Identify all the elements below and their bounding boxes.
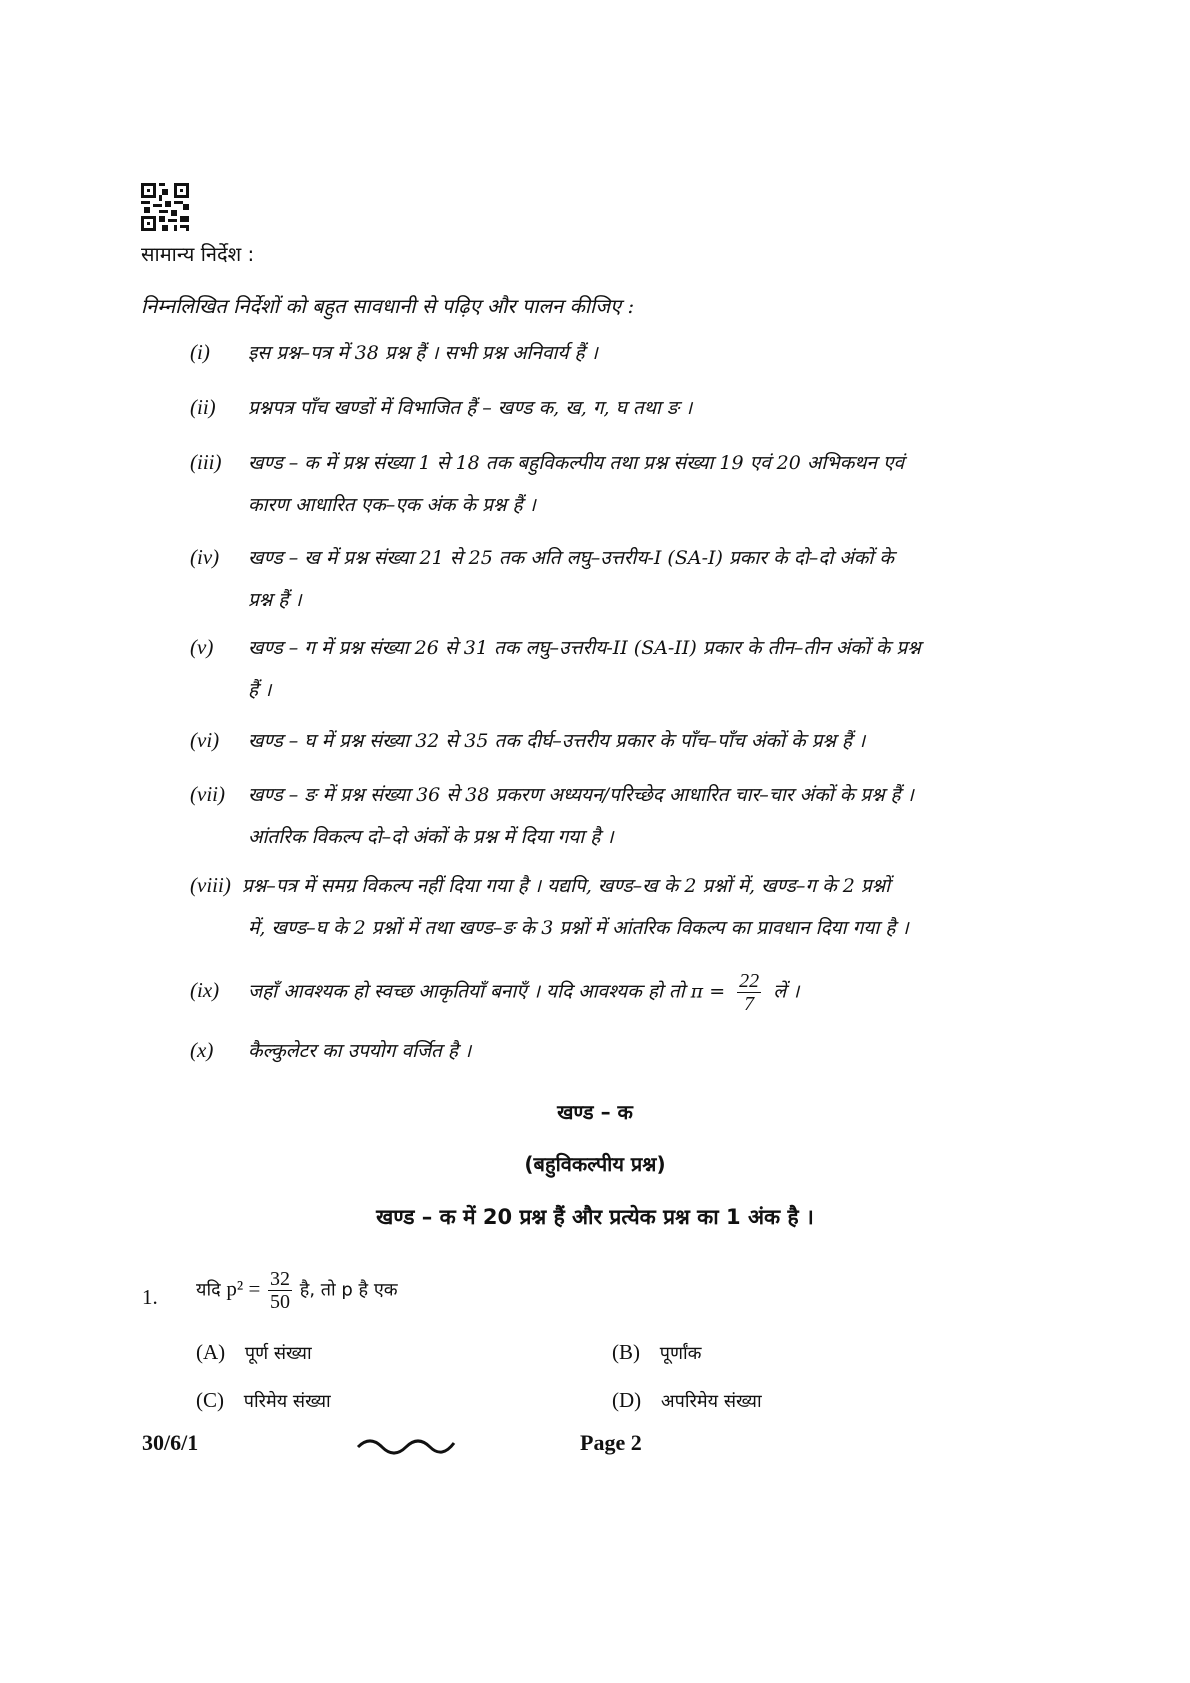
instruction-line: प्रश्नपत्र पाँच खण्डों में विभाजित हैं – खण्ड क, ख, ग, घ तथा ङ । (248, 397, 693, 419)
question-text (196, 1268, 398, 1313)
instruction-number: (ii) (190, 395, 216, 419)
instruction-line: प्रश्न–पत्र में समग्र विकल्प नहीं दिया गया है । यद्यपि, खण्ड–ख के 2 प्रश्नों में, खण्ड–ग के 2 प्रश्नों (242, 875, 891, 897)
instruction-number: (ix) (190, 978, 220, 1002)
instruction-line: खण्ड – ग में प्रश्न संख्या 26 से 31 तक लघु–उत्तरीय-II (SA-II) प्रकार के तीन–तीन अंकों के प्रश्न (248, 637, 921, 659)
instructions-intro: निम्नलिखित निर्देशों को बहुत सावधानी से पढ़िए और पालन कीजिए : (141, 294, 635, 318)
option-label: (D) (612, 1388, 642, 1412)
option-text: पूर्णांक (659, 1343, 702, 1364)
fraction-denominator: 50 (270, 1291, 291, 1313)
option-label: (A) (196, 1340, 226, 1364)
instruction-number: (iii) (190, 450, 222, 474)
fraction-numerator: 32 (270, 1268, 291, 1290)
instruction-line: खण्ड – घ में प्रश्न संख्या 32 से 35 तक दीर्घ–उत्तरीय प्रकार के पाँच–पाँच अंकों के प्रश्न हैं । (248, 730, 866, 752)
option-label: (C) (196, 1388, 224, 1412)
general-instructions-title: सामान्य निर्देश : (141, 242, 255, 266)
question-fraction (268, 1268, 292, 1313)
option-text: परिमेय संख्या (243, 1391, 331, 1412)
question-suffix: है, तो p है एक (299, 1279, 398, 1301)
option-c[interactable] (196, 1388, 331, 1413)
instruction-number: (vii) (190, 782, 225, 806)
instruction-line: कैल्कुलेटर का उपयोग वर्जित है । (248, 1040, 472, 1062)
question-number: 1. (142, 1285, 158, 1309)
instruction-line: खण्ड – ङ में प्रश्न संख्या 36 से 38 प्रकरण अध्ययन/परिच्छेद आधारित चार–चार अंकों के प्रश्न हैं । (248, 784, 914, 806)
instruction-line: प्रश्न हैं । (248, 589, 302, 611)
pi-fraction (737, 970, 761, 1015)
instruction-number: (x) (190, 1038, 214, 1062)
section-subtitle: (बहुविकल्पीय प्रश्न) (524, 1152, 666, 1176)
section-note: खण्ड – क में 20 प्रश्न हैं और प्रत्येक प्रश्न का 1 अंक है । (376, 1205, 814, 1229)
question-prefix: यदि (196, 1279, 221, 1301)
option-text: पूर्ण संख्या (244, 1343, 312, 1364)
instruction-line: हैं । (248, 679, 272, 701)
instruction-number: (viii) (190, 873, 231, 897)
instruction-line: खण्ड – ख में प्रश्न संख्या 21 से 25 तक अति लघु–उत्तरीय-I (SA-I) प्रकार के दो–दो अंकों के (248, 547, 894, 569)
option-text: अपरिमेय संख्या (660, 1391, 762, 1412)
instruction-number: (v) (190, 635, 214, 659)
instruction-line: कारण आधारित एक–एक अंक के प्रश्न हैं । (248, 494, 536, 516)
instruction-number: (iv) (190, 545, 220, 569)
option-label: (B) (612, 1340, 640, 1364)
option-d[interactable] (612, 1388, 762, 1413)
paper-code: 30/6/1 (142, 1430, 199, 1455)
section-title: खण्ड – क (557, 1100, 633, 1124)
option-b[interactable] (612, 1340, 701, 1365)
question-lhs: p² = (226, 1276, 261, 1301)
instruction-line: खण्ड – क में प्रश्न संख्या 1 से 18 तक बहुविकल्पीय तथा प्रश्न संख्या 19 एवं 20 अभिकथन एवं (248, 452, 905, 474)
fraction-denominator: 7 (744, 993, 755, 1015)
option-a[interactable] (196, 1340, 312, 1365)
instruction-number: (vi) (190, 728, 220, 752)
qr-code-icon (141, 182, 189, 232)
instruction-suffix: लें । (773, 980, 800, 1003)
fraction-numerator: 22 (739, 970, 760, 992)
page-number: Page 2 (580, 1430, 642, 1455)
instruction-line: इस प्रश्न–पत्र में 38 प्रश्न हैं । सभी प्रश्न अनिवार्य हैं । (248, 342, 598, 364)
instruction-line: जहाँ आवश्यक हो स्वच्छ आकृतियाँ बनाएँ । यदि आवश्यक हो तो π = (248, 980, 726, 1003)
instruction-line: आंतरिक विकल्प दो–दो अंकों के प्रश्न में दिया गया है । (248, 826, 614, 848)
wave-decoration-icon (356, 1435, 456, 1455)
instruction-number: (i) (190, 340, 210, 364)
instruction-line: में, खण्ड–घ के 2 प्रश्नों में तथा खण्ड–ङ के 3 प्रश्नों में आंतरिक विकल्प का प्रावधान दिया गया है । (248, 917, 909, 939)
